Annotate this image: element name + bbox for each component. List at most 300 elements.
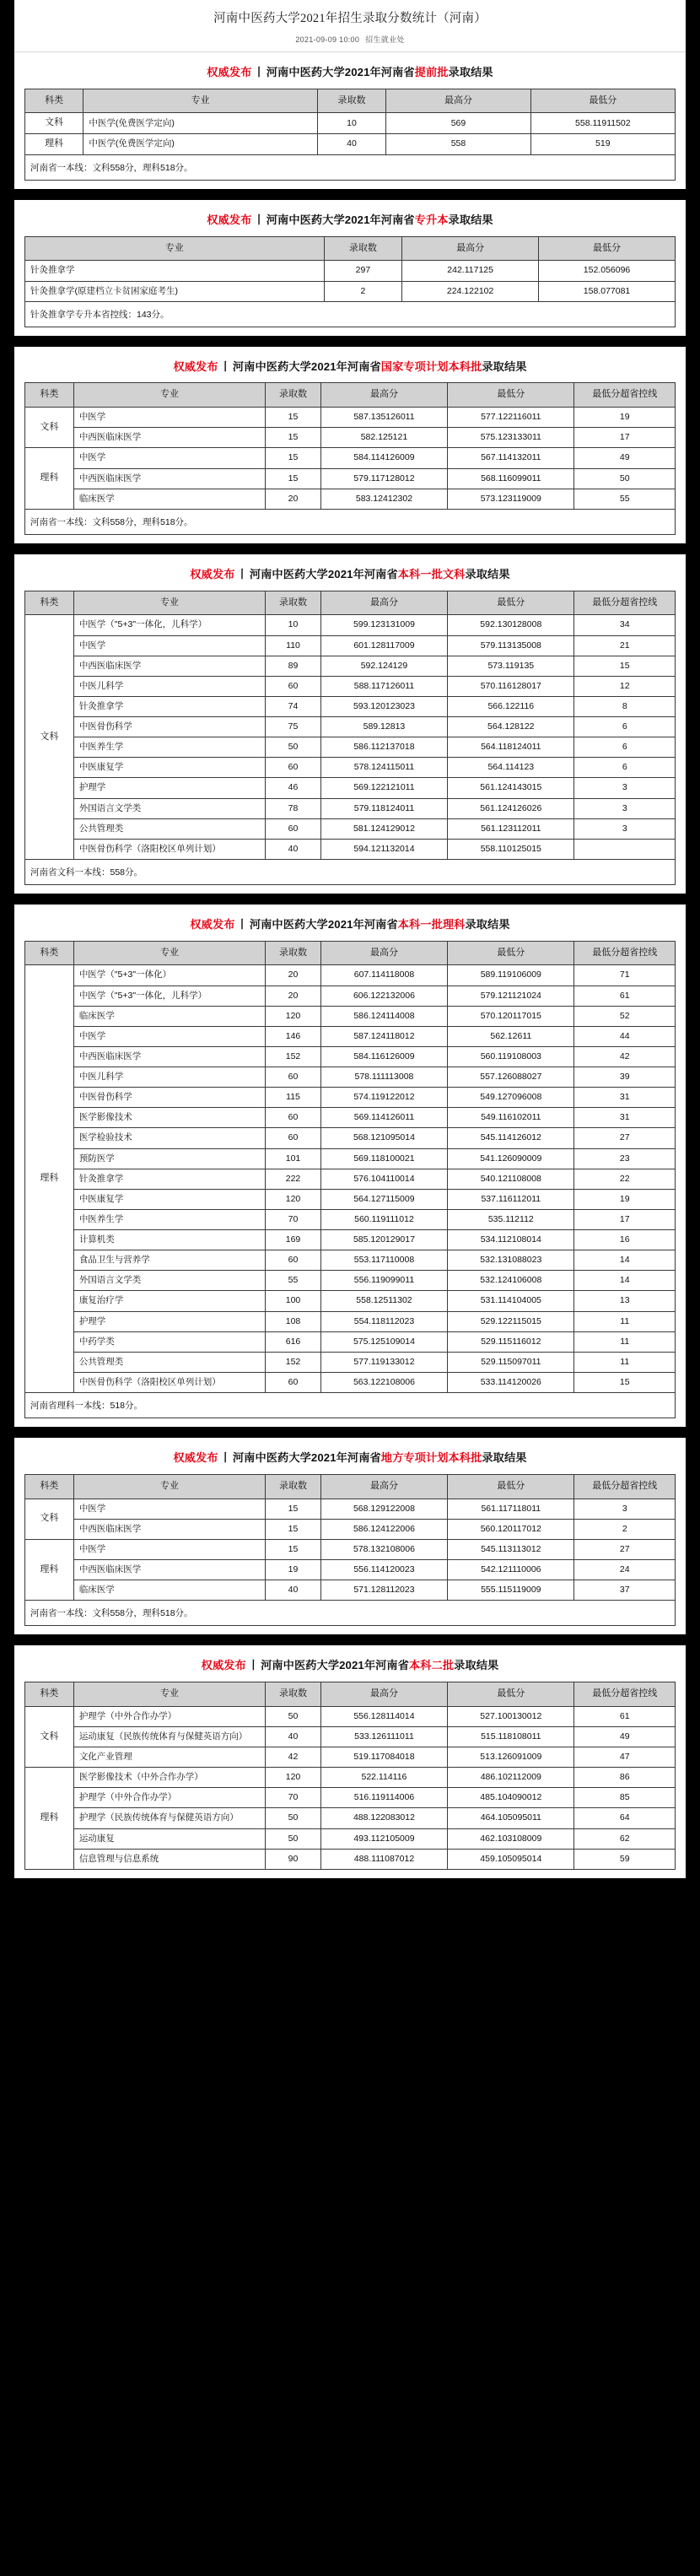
table-row (25, 1311, 676, 1331)
table-row (25, 1026, 676, 1046)
cell-highest: 569.118100021 (320, 1148, 447, 1169)
cell-enrolled: 100 (266, 1291, 321, 1311)
cell-over-line: 8 (574, 696, 676, 716)
cell-lowest: 564.128122 (448, 717, 574, 737)
cell-over-line: 6 (574, 717, 676, 737)
cell-highest: 578.132108006 (320, 1539, 447, 1559)
cell-enrolled: 152 (266, 1046, 321, 1067)
cell-lowest: 589.119106009 (448, 965, 574, 986)
cell-over-line: 31 (574, 1108, 676, 1128)
cell-lowest: 573.119135 (448, 656, 574, 676)
banner-divider: 丨 (253, 65, 265, 78)
cell-lowest: 531.114104005 (448, 1291, 574, 1311)
cell-over-line: 12 (574, 676, 676, 696)
cell-lowest: 577.122116011 (448, 408, 574, 428)
banner-tail: 录取结果 (482, 359, 527, 373)
cell-over-line: 3 (574, 798, 676, 818)
table-row (25, 1352, 676, 1372)
banner-lead: 河南中医药大学2021年河南省 (232, 1451, 381, 1465)
table-row (25, 778, 676, 798)
section-banner (24, 65, 676, 80)
cell-major: 护理学（民族传统体育与保健英语方向） (73, 1808, 265, 1828)
cell-over-line: 52 (574, 1006, 676, 1026)
table-row (25, 1849, 676, 1869)
cell-lowest: 534.112108014 (448, 1230, 574, 1250)
table-header-row (25, 1682, 676, 1707)
cell-major: 针灸推拿学 (73, 1169, 265, 1189)
cell-over-line: 24 (574, 1560, 676, 1580)
cell-enrolled: 89 (266, 656, 321, 676)
doc-meta (14, 34, 686, 45)
section-note: 河南省一本线：文科558分，理科518分。 (24, 510, 676, 535)
cell-highest: 556.128114014 (320, 1706, 447, 1726)
cell-highest: 587.124118012 (320, 1026, 447, 1046)
table-row (25, 261, 676, 281)
cell-highest: 589.12813 (320, 717, 447, 737)
table-row (25, 281, 676, 301)
cell-major: 医学影像技术 (73, 1108, 265, 1128)
cell-enrolled: 152 (266, 1352, 321, 1372)
column-header-major: 专业 (73, 1682, 265, 1707)
cell-category: 理科 (25, 1768, 74, 1870)
cell-enrolled: 101 (266, 1148, 321, 1169)
cell-over-line: 11 (574, 1331, 676, 1352)
banner-divider: 丨 (236, 567, 248, 581)
cell-lowest: 152.056096 (539, 261, 676, 281)
column-header-major: 专业 (73, 591, 265, 615)
cell-over-line: 50 (574, 468, 676, 489)
column-header-highest: 最高分 (402, 236, 539, 261)
table-header-row (25, 89, 676, 113)
column-header-enrolled: 录取数 (266, 383, 321, 408)
cell-highest: 568.121095014 (320, 1128, 447, 1148)
column-header-enrolled: 录取数 (266, 591, 321, 615)
table-row (25, 1519, 676, 1539)
banner-highlight: 提前批 (414, 65, 449, 78)
banner-highlight: 专升本 (414, 213, 449, 226)
banner-highlight: 本科一批理科 (397, 917, 466, 931)
cell-highest: 579.117128012 (320, 468, 447, 489)
cell-over-line: 3 (574, 818, 676, 839)
table-header-row (25, 1474, 676, 1499)
cell-major: 信息管理与信息系统 (73, 1849, 265, 1869)
column-header-highest: 最高分 (320, 591, 447, 615)
cell-highest: 606.122132006 (320, 986, 447, 1006)
cell-enrolled: 15 (266, 408, 321, 428)
section-banner (24, 917, 676, 932)
column-header-lowest: 最低分 (448, 383, 574, 408)
banner-tail: 录取结果 (448, 213, 493, 226)
cell-major: 中医养生学 (73, 1209, 265, 1229)
cell-major: 中医骨伤科学 (73, 1088, 265, 1108)
cell-over-line: 23 (574, 1148, 676, 1169)
cell-enrolled: 15 (266, 1539, 321, 1559)
cell-over-line: 17 (574, 428, 676, 448)
cell-category: 理科 (25, 1539, 74, 1600)
cell-major: 运动康复（民族传统体育与保健英语方向） (73, 1726, 265, 1747)
cell-over-line: 39 (574, 1067, 676, 1088)
table-row (25, 1706, 676, 1726)
table-row (25, 1747, 676, 1768)
cell-enrolled: 110 (266, 635, 321, 656)
table-row (25, 656, 676, 676)
banner-divider: 丨 (219, 1451, 231, 1465)
results-table (24, 941, 676, 1393)
document-header-sheet (14, 0, 686, 52)
cell-over-line: 2 (574, 1519, 676, 1539)
results-table (24, 89, 676, 155)
cell-over-line: 34 (574, 615, 676, 635)
cell-highest: 560.119111012 (320, 1209, 447, 1229)
cell-over-line: 15 (574, 656, 676, 676)
cell-highest: 594.121132014 (320, 839, 447, 859)
column-header-over-line: 最低分超省控线 (574, 1474, 676, 1499)
cell-enrolled: 70 (266, 1788, 321, 1808)
banner-tail: 录取结果 (448, 65, 493, 78)
cell-lowest: 561.117118011 (448, 1499, 574, 1519)
banner-prefix: 权威发布 (190, 917, 235, 931)
cell-lowest: 549.116102011 (448, 1108, 574, 1128)
cell-highest: 556.114120023 (320, 1560, 447, 1580)
table-row (25, 1108, 676, 1128)
cell-enrolled: 60 (266, 1128, 321, 1148)
cell-highest: 556.119099011 (320, 1271, 447, 1291)
cell-highest: 577.119133012 (320, 1352, 447, 1372)
cell-over-line: 62 (574, 1828, 676, 1849)
table-row (25, 1209, 676, 1229)
banner-tail: 录取结果 (465, 567, 510, 581)
section-benke-erpi (14, 1645, 686, 1878)
cell-highest: 569.114126011 (320, 1108, 447, 1128)
cell-enrolled: 15 (266, 428, 321, 448)
banner-prefix: 权威发布 (173, 359, 218, 373)
table-row (25, 428, 676, 448)
column-header-enrolled: 录取数 (317, 89, 386, 113)
column-header-major: 专业 (73, 383, 265, 408)
cell-lowest: 533.114120026 (448, 1372, 574, 1392)
table-row (25, 1271, 676, 1291)
table-row (25, 839, 676, 859)
table-row (25, 1828, 676, 1849)
cell-lowest: 573.123119009 (448, 489, 574, 509)
column-header-highest: 最高分 (320, 941, 447, 965)
column-header-lowest: 最低分 (448, 1682, 574, 1707)
cell-enrolled: 74 (266, 696, 321, 716)
cell-lowest: 557.126088027 (448, 1067, 574, 1088)
table-row (25, 965, 676, 986)
banner-prefix: 权威发布 (173, 1451, 218, 1465)
cell-enrolled: 120 (266, 1006, 321, 1026)
cell-major: 运动康复 (73, 1828, 265, 1849)
cell-lowest: 560.119108003 (448, 1046, 574, 1067)
cell-major: 护理学 (73, 778, 265, 798)
banner-divider: 丨 (247, 1659, 260, 1672)
cell-over-line: 3 (574, 778, 676, 798)
banner-lead: 河南中医药大学2021年河南省 (232, 359, 381, 373)
cell-lowest: 519 (530, 134, 675, 155)
cell-major: 临床医学 (73, 1006, 265, 1026)
cell-over-line: 14 (574, 1250, 676, 1271)
cell-over-line: 19 (574, 1189, 676, 1209)
cell-category: 文科 (25, 408, 74, 448)
cell-major: 预防医学 (73, 1148, 265, 1169)
cell-highest: 516.119114006 (320, 1788, 447, 1808)
page-title: 河南中医药大学2021年招生录取分数统计（河南） (213, 12, 487, 25)
column-header-category: 科类 (25, 1474, 74, 1499)
cell-major: 中医骨伤科学 (73, 717, 265, 737)
cell-major: 中医学（"5+3"一体化，儿科学） (73, 615, 265, 635)
section-note: 针灸推拿学专升本省控线：143分。 (24, 302, 676, 327)
cell-lowest: 570.116128017 (448, 676, 574, 696)
banner-lead: 河南中医药大学2021年河南省 (266, 65, 415, 78)
cell-enrolled: 40 (266, 1580, 321, 1601)
table-row (25, 134, 676, 155)
cell-highest: 574.119122012 (320, 1088, 447, 1108)
cell-enrolled: 15 (266, 468, 321, 489)
cell-category: 文科 (25, 113, 83, 134)
column-header-lowest: 最低分 (530, 89, 675, 113)
cell-highest: 593.120123023 (320, 696, 447, 716)
cell-category: 理科 (25, 448, 74, 509)
cell-enrolled: 19 (266, 1560, 321, 1580)
cell-highest: 585.120129017 (320, 1230, 447, 1250)
cell-highest: 493.112105009 (320, 1828, 447, 1849)
cell-enrolled: 90 (266, 1849, 321, 1869)
cell-over-line: 19 (574, 408, 676, 428)
cell-major: 食品卫生与营养学 (73, 1250, 265, 1271)
table-row (25, 1230, 676, 1250)
cell-category: 理科 (25, 134, 83, 155)
cell-enrolled: 169 (266, 1230, 321, 1250)
banner-lead: 河南中医药大学2021年河南省 (249, 567, 398, 581)
cell-category: 文科 (25, 615, 74, 860)
cell-enrolled: 120 (266, 1768, 321, 1788)
cell-over-line: 11 (574, 1352, 676, 1372)
cell-major: 中医儿科学 (73, 1067, 265, 1088)
cell-over-line: 55 (574, 489, 676, 509)
cell-enrolled: 20 (266, 489, 321, 509)
column-header-lowest: 最低分 (448, 1474, 574, 1499)
section-gap (0, 894, 700, 905)
cell-enrolled: 60 (266, 1108, 321, 1128)
cell-major: 外国语言文学类 (73, 798, 265, 818)
cell-highest: 578.111113008 (320, 1067, 447, 1088)
cell-over-line: 49 (574, 1726, 676, 1747)
cell-highest: 554.118112023 (320, 1311, 447, 1331)
cell-lowest: 558.11911502 (530, 113, 675, 134)
table-row (25, 1808, 676, 1828)
column-header-highest: 最高分 (320, 1682, 447, 1707)
section-note: 河南省文科一本线：558分。 (24, 860, 676, 885)
cell-enrolled: 40 (266, 839, 321, 859)
cell-enrolled: 55 (266, 1271, 321, 1291)
column-header-enrolled: 录取数 (266, 1474, 321, 1499)
column-header-enrolled: 录取数 (266, 941, 321, 965)
cell-enrolled: 50 (266, 737, 321, 758)
table-row (25, 818, 676, 839)
table-row (25, 1189, 676, 1209)
banner-tail: 录取结果 (454, 1659, 499, 1672)
cell-enrolled: 40 (317, 134, 386, 155)
section-note: 河南省一本线：文科558分，理科518分。 (24, 1601, 676, 1626)
banner-prefix: 权威发布 (201, 1659, 246, 1672)
cell-highest: 575.125109014 (320, 1331, 447, 1352)
table-row (25, 737, 676, 758)
cell-major: 中医儿科学 (73, 676, 265, 696)
cell-highest: 558 (386, 134, 530, 155)
cell-enrolled: 60 (266, 818, 321, 839)
cell-major: 针灸推拿学 (73, 696, 265, 716)
cell-enrolled: 115 (266, 1088, 321, 1108)
table-row (25, 1331, 676, 1352)
cell-over-line: 86 (574, 1768, 676, 1788)
banner-prefix: 权威发布 (207, 213, 252, 226)
results-table (24, 382, 676, 509)
cell-enrolled: 616 (266, 1331, 321, 1352)
cell-lowest: 561.124126026 (448, 798, 574, 818)
section-tiqianpi (14, 52, 686, 189)
cell-lowest: 529.115116012 (448, 1331, 574, 1352)
cell-lowest: 564.114123 (448, 758, 574, 778)
cell-lowest: 561.124143015 (448, 778, 574, 798)
cell-major: 中医康复学 (73, 1189, 265, 1209)
table-row (25, 1788, 676, 1808)
cell-enrolled: 15 (266, 1499, 321, 1519)
table-row (25, 408, 676, 428)
column-header-major: 专业 (73, 941, 265, 965)
cell-enrolled: 15 (266, 448, 321, 468)
cell-over-line: 61 (574, 1706, 676, 1726)
cell-lowest: 545.114126012 (448, 1128, 574, 1148)
column-header-major: 专业 (83, 89, 317, 113)
cell-over-line: 6 (574, 758, 676, 778)
table-row (25, 1046, 676, 1067)
cell-lowest: 542.121110006 (448, 1560, 574, 1580)
column-header-category: 科类 (25, 591, 74, 615)
cell-enrolled: 15 (266, 1519, 321, 1539)
cell-highest: 569 (386, 113, 530, 134)
column-header-lowest: 最低分 (448, 591, 574, 615)
cell-enrolled: 2 (324, 281, 402, 301)
cell-category: 文科 (25, 1499, 74, 1539)
cell-enrolled: 146 (266, 1026, 321, 1046)
cell-over-line: 31 (574, 1088, 676, 1108)
banner-tail: 录取结果 (482, 1451, 527, 1465)
table-row (25, 1372, 676, 1392)
results-table (24, 1474, 676, 1601)
banner-prefix: 权威发布 (190, 567, 235, 581)
cell-enrolled: 42 (266, 1747, 321, 1768)
section-banner (24, 1450, 676, 1466)
column-header-over-line: 最低分超省控线 (574, 1682, 676, 1707)
cell-over-line: 27 (574, 1539, 676, 1559)
cell-category: 文科 (25, 1706, 74, 1767)
cell-lowest: 564.118124011 (448, 737, 574, 758)
cell-enrolled: 297 (324, 261, 402, 281)
table-row (25, 1128, 676, 1148)
cell-highest: 583.12412302 (320, 489, 447, 509)
column-header-category: 科类 (25, 1682, 74, 1707)
cell-major: 医学影像技术（中外合作办学） (73, 1768, 265, 1788)
table-header-row (25, 591, 676, 615)
cell-major: 中西医临床医学 (73, 656, 265, 676)
section-gap (0, 1634, 700, 1645)
cell-lowest: 592.130128008 (448, 615, 574, 635)
cell-over-line: 17 (574, 1209, 676, 1229)
cell-enrolled: 50 (266, 1706, 321, 1726)
cell-lowest: 555.115119009 (448, 1580, 574, 1601)
cell-enrolled: 40 (266, 1726, 321, 1747)
section-banner (24, 1658, 676, 1673)
cell-major: 中医学 (73, 1539, 265, 1559)
cell-major: 外国语言文学类 (73, 1271, 265, 1291)
cell-major: 中西医临床医学 (73, 428, 265, 448)
results-table (24, 236, 676, 302)
cell-lowest: 579.121121024 (448, 986, 574, 1006)
cell-major: 针灸推拿学(原建档立卡贫困家庭考生) (25, 281, 325, 301)
section-benke-yipi-wenke (14, 554, 686, 894)
cell-enrolled: 50 (266, 1808, 321, 1828)
cell-major: 中西医临床医学 (73, 1519, 265, 1539)
cell-highest: 553.117110008 (320, 1250, 447, 1271)
cell-major: 中西医临床医学 (73, 1046, 265, 1067)
cell-lowest: 549.127096008 (448, 1088, 574, 1108)
cell-major: 中医学(免费医学定向) (83, 113, 317, 134)
section-gap (0, 336, 700, 347)
cell-major: 公共管理类 (73, 818, 265, 839)
cell-over-line: 49 (574, 448, 676, 468)
cell-enrolled: 60 (266, 1372, 321, 1392)
cell-highest: 242.117125 (402, 261, 539, 281)
sections-root (0, 52, 700, 1878)
cell-over-line: 42 (574, 1046, 676, 1067)
cell-highest: 607.114118008 (320, 965, 447, 986)
cell-lowest: 561.123112011 (448, 818, 574, 839)
table-row (25, 1726, 676, 1747)
cell-lowest: 527.100130012 (448, 1706, 574, 1726)
cell-lowest: 532.131088023 (448, 1250, 574, 1271)
column-header-enrolled: 录取数 (324, 236, 402, 261)
cell-over-line: 11 (574, 1311, 676, 1331)
cell-lowest: 545.113113012 (448, 1539, 574, 1559)
results-table (24, 591, 676, 860)
section-benke-yipi-like (14, 905, 686, 1427)
column-header-lowest: 最低分 (539, 236, 676, 261)
cell-major: 中医学（"5+3"一体化） (73, 965, 265, 986)
banner-prefix: 权威发布 (207, 65, 252, 78)
cell-lowest: 485.104090012 (448, 1788, 574, 1808)
table-row (25, 1539, 676, 1559)
section-zhuanshengben (14, 200, 686, 336)
table-row (25, 1768, 676, 1788)
cell-highest: 586.124122006 (320, 1519, 447, 1539)
cell-major: 临床医学 (73, 489, 265, 509)
table-row (25, 717, 676, 737)
column-header-category: 科类 (25, 941, 74, 965)
cell-enrolled: 60 (266, 1067, 321, 1088)
cell-major: 中医骨伤科学（洛阳校区单列计划） (73, 839, 265, 859)
cell-highest: 579.118124011 (320, 798, 447, 818)
cell-lowest: 529.115097011 (448, 1352, 574, 1372)
table-row (25, 986, 676, 1006)
cell-highest: 568.129122008 (320, 1499, 447, 1519)
cell-highest: 578.124115011 (320, 758, 447, 778)
banner-tail: 录取结果 (465, 917, 510, 931)
cell-over-line: 71 (574, 965, 676, 986)
table-row (25, 1148, 676, 1169)
cell-category: 理科 (25, 965, 74, 1393)
cell-enrolled: 46 (266, 778, 321, 798)
